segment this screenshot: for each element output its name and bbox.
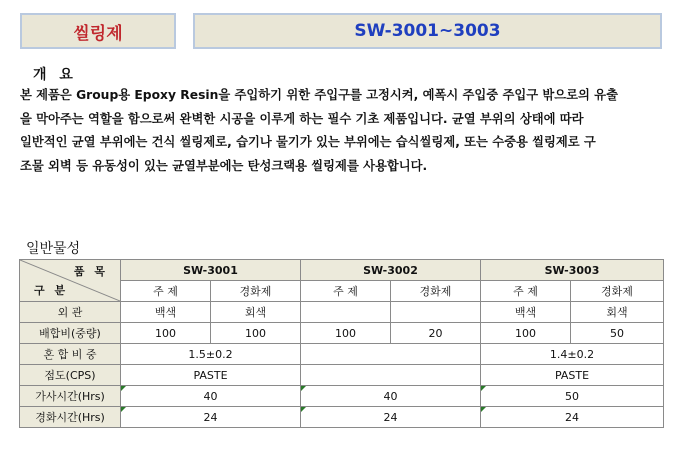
row-label: 가사시간(Hrs)	[20, 386, 121, 407]
table-row	[20, 323, 664, 344]
table-cell	[301, 344, 481, 365]
overview-line: 조물 외벽 등 유동성이 있는 균열부분에는 탄성크랙용 씰링제를 사용합니다.	[20, 158, 428, 173]
row-label: 점도(CPS)	[20, 365, 121, 386]
table-cell: 20	[391, 323, 481, 344]
product-header: SW-3002	[301, 260, 481, 281]
properties-table	[19, 259, 664, 428]
sub-header: 주 제	[301, 281, 391, 302]
overview-text	[20, 84, 670, 178]
corner-bottom-label: 구 분	[34, 284, 69, 297]
table-row	[20, 407, 664, 428]
row-label: 혼 합 비 중	[20, 344, 121, 365]
category-title: 씰링제	[73, 23, 123, 44]
table-cell: 백색	[481, 302, 571, 323]
table-cell: 100	[121, 323, 211, 344]
table-cell: 100	[301, 323, 391, 344]
table-row	[20, 386, 664, 407]
sub-header: 경화제	[391, 281, 481, 302]
product-header: SW-3003	[481, 260, 664, 281]
table-cell: 24	[481, 407, 664, 428]
overview-line: 을 막아주는 역할을 함으로써 완벽한 시공을 이루게 하는 필수 기초 제품입니다. 균열 부위의 상태에 따라	[20, 111, 584, 126]
table-cell: 40	[301, 386, 481, 407]
row-label: 외 관	[20, 302, 121, 323]
table-cell: 1.5±0.2	[121, 344, 301, 365]
table-cell: PASTE	[121, 365, 301, 386]
table-cell	[391, 302, 481, 323]
sub-header: 주 제	[481, 281, 571, 302]
product-range-title-box	[193, 13, 662, 49]
table-cell	[301, 302, 391, 323]
table-cell: 50	[481, 386, 664, 407]
overview-line: 본 제품은 Group용 Epoxy Resin을 주입하기 위한 주입구를 고정시켜, 예폭시 주입중 주입구 밖으로의 유출	[20, 88, 618, 102]
table-cell: 100	[481, 323, 571, 344]
table-row	[20, 302, 664, 323]
sub-header: 경화제	[571, 281, 664, 302]
table-cell: 40	[121, 386, 301, 407]
sub-header: 주 제	[121, 281, 211, 302]
table-cell	[301, 365, 481, 386]
table-cell: 24	[121, 407, 301, 428]
category-title-box	[20, 13, 176, 49]
table-corner-cell	[20, 260, 121, 302]
properties-heading: 일반물성	[26, 241, 81, 257]
table-cell: 회색	[571, 302, 664, 323]
sub-header: 경화제	[211, 281, 301, 302]
table-row	[20, 365, 664, 386]
table-header-row	[20, 260, 664, 281]
table-cell: 회색	[211, 302, 301, 323]
table-cell: PASTE	[481, 365, 664, 386]
table-cell: 백색	[121, 302, 211, 323]
corner-top-label: 품 목	[73, 265, 108, 278]
table-row	[20, 344, 664, 365]
table-cell: 24	[301, 407, 481, 428]
product-header: SW-3001	[121, 260, 301, 281]
table-cell: 1.4±0.2	[481, 344, 664, 365]
overview-line: 일반적인 균열 부위에는 건식 씰링제로, 습기나 물기가 있는 부위에는 습식씰링제, 또는 수중용 씰링제로 구	[20, 135, 596, 149]
product-range-title: SW-3001~3003	[354, 21, 501, 41]
table-cell: 100	[211, 323, 301, 344]
table-cell: 50	[571, 323, 664, 344]
row-label: 배합비(중량)	[20, 323, 121, 344]
row-label: 경화시간(Hrs)	[20, 407, 121, 428]
overview-heading: 개 요	[33, 67, 77, 83]
